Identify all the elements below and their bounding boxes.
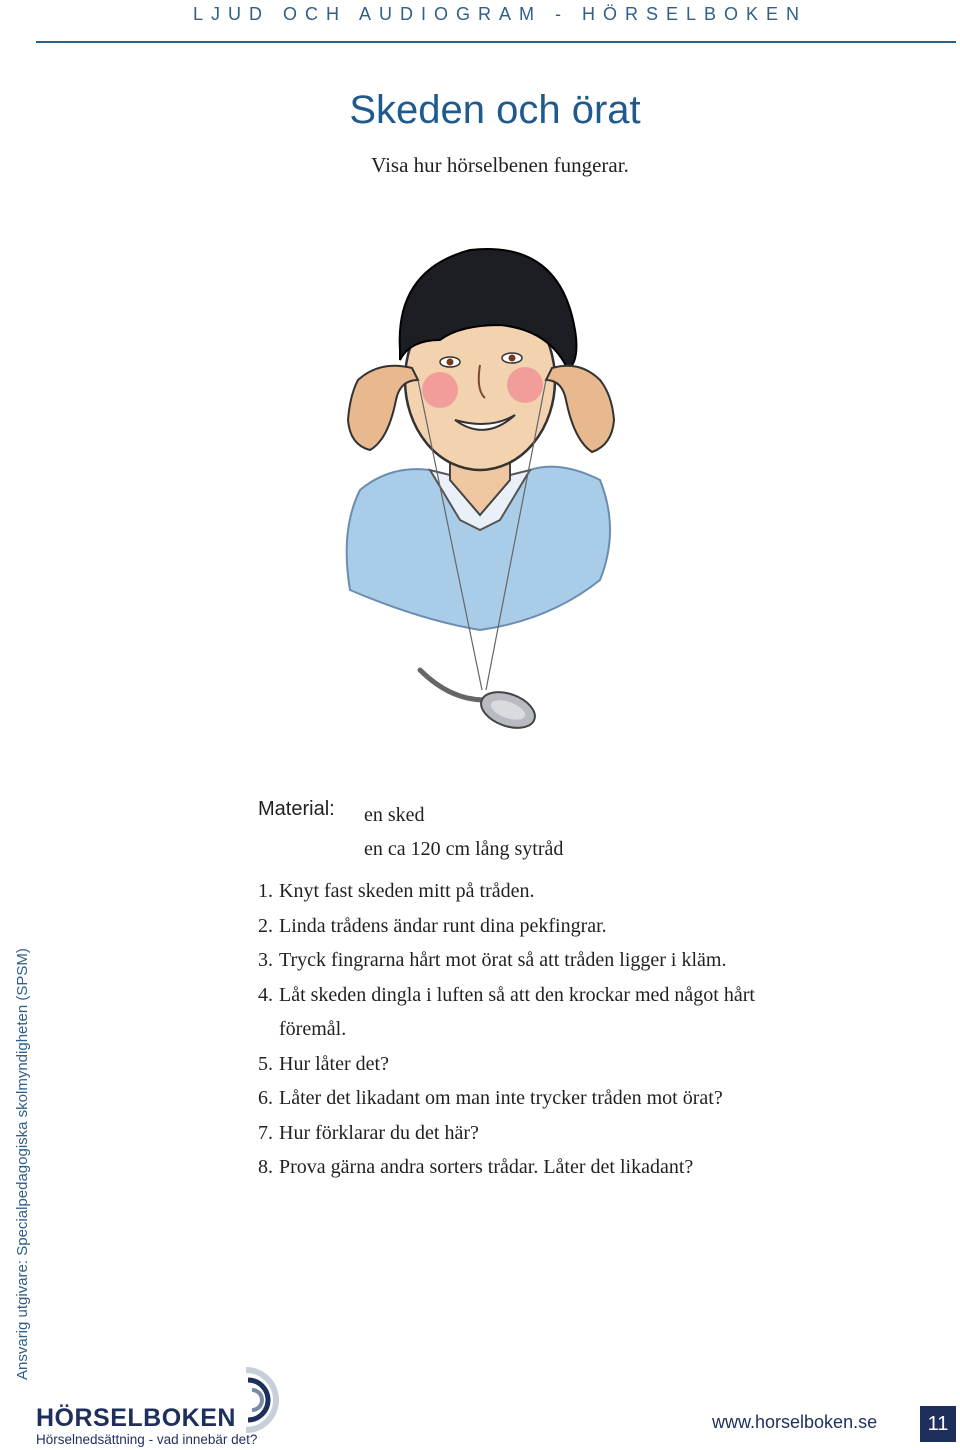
step-text: Låter det likadant om man inte trycker tråden mot örat? [279, 1087, 723, 1109]
publisher-sidebar: Ansvarig utgivare: Specialpedagogiska skolmyndigheten (SPSM) [14, 948, 31, 1380]
website-link[interactable]: www.horselboken.se [712, 1412, 878, 1432]
material-label: Material: [258, 798, 335, 820]
running-header: LJUD OCH AUDIOGRAM - HÖRSELBOKEN [192, 4, 808, 24]
step-text: Knyt fast skeden mitt på tråden. [279, 880, 535, 902]
page-title: Skeden och örat [349, 88, 641, 132]
horselboken-logo [36, 1360, 306, 1450]
sound-wave-logo-icon [226, 1360, 306, 1440]
step-text: Hur förklarar du det här? [279, 1121, 479, 1144]
material-item: en sked [364, 804, 425, 826]
step-text: Låt skeden dingla i luften så att den krockar med något hårt föremål. [279, 983, 755, 1040]
step-text: Tryck fingrarna hårt mot örat så att tråden ligger i kläm. [279, 949, 727, 971]
step-number: 4. [258, 983, 273, 1006]
step-number: 1. [258, 880, 273, 902]
step-item [258, 1047, 818, 1082]
header-divider [36, 41, 956, 43]
material-list [364, 798, 563, 866]
page-number: 11 [920, 1406, 956, 1442]
step-number: 6. [258, 1087, 273, 1109]
step-item [258, 1150, 818, 1185]
step-text: Prova gärna andra sorters trådar. Låter det likadant? [279, 1156, 694, 1178]
step-item [258, 909, 818, 944]
step-number: 7. [258, 1121, 273, 1144]
step-number: 2. [258, 914, 273, 937]
logo-name: HÖRSELBOKEN [36, 1404, 236, 1432]
step-text: Hur låter det? [279, 1052, 389, 1075]
boy-with-spoon-illustration [300, 230, 660, 770]
step-item [258, 978, 818, 1047]
page-subtitle: Visa hur hörselbenen fungerar. [371, 153, 629, 177]
step-item [258, 943, 818, 978]
instruction-steps [258, 874, 818, 1185]
step-text: Linda trådens ändar runt dina pekfingrar. [279, 914, 607, 937]
step-item [258, 1081, 818, 1116]
step-number: 3. [258, 949, 273, 971]
logo-tagline: Hörselnedsättning - vad innebär det? [36, 1432, 258, 1447]
step-item [258, 1116, 818, 1151]
step-number: 8. [258, 1156, 273, 1178]
step-number: 5. [258, 1052, 273, 1075]
material-item: en ca 120 cm lång sytråd [364, 838, 564, 860]
step-item [258, 874, 818, 909]
